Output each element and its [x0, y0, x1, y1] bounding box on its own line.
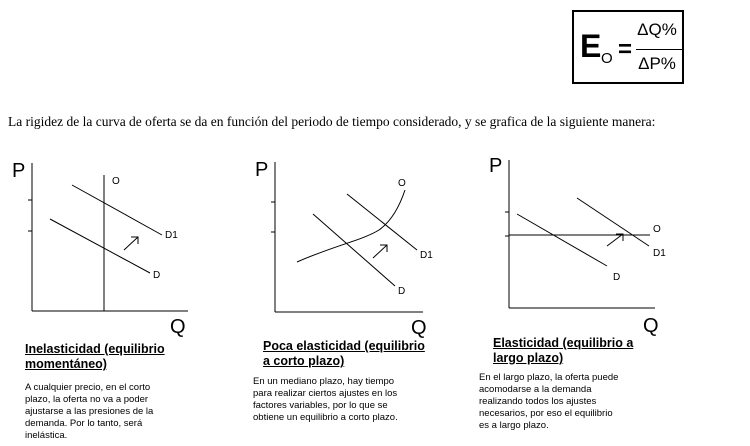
supply-label: O — [398, 178, 406, 189]
formula-lhs: E — [580, 28, 602, 64]
demand-curve-d1 — [347, 194, 417, 250]
demand-curve-d1 — [577, 198, 649, 246]
graph-inelastic-text: A cualquier precio, en el corto plazo, la oferta no va a poder ajustarse a las presiones de la demanda. Por lo tanto, será inelástica. — [25, 382, 154, 441]
formula-denominator: ΔP% — [638, 54, 676, 73]
x-axis-label: Q — [411, 317, 427, 339]
graph-inelastic-diagram — [10, 155, 220, 338]
demand-label: D — [398, 286, 406, 297]
y-axis-label: P — [255, 159, 269, 181]
shift-arrow — [607, 234, 623, 246]
formula-numerator: ΔQ% — [637, 20, 677, 39]
y-axis-label: P — [12, 160, 26, 182]
demand-curve-d — [313, 214, 395, 286]
demand-curve-d — [517, 214, 607, 266]
demand-curve-d1 — [72, 185, 162, 235]
y-axis-label: P — [489, 155, 503, 177]
graph-long-term-title: Elasticidad (equilibrio a largo plazo) — [493, 336, 634, 365]
demand-label: D — [153, 270, 161, 281]
demand-curve-d — [50, 219, 150, 273]
demand-new-label: D1 — [653, 248, 666, 259]
graph-inelastic — [10, 155, 220, 338]
formula-subscript: O — [601, 50, 613, 67]
graph-short-term-title: Poca elasticidad (equilibrio a corto plazo) — [263, 339, 425, 368]
demand-label: D — [613, 272, 621, 283]
supply-label: O — [112, 176, 120, 187]
shift-arrow — [373, 245, 387, 258]
graph-short-term-diagram — [253, 152, 453, 339]
elasticity-formula — [572, 10, 684, 84]
fraction-bar — [636, 49, 682, 50]
shift-arrow — [124, 237, 138, 250]
graph-long-term — [487, 150, 697, 336]
demand-new-label: D1 — [420, 250, 433, 261]
graph-short-term — [253, 152, 453, 339]
graph-long-term-diagram — [487, 150, 697, 336]
formula-equals: = — [618, 36, 633, 63]
supply-curve — [297, 190, 405, 262]
x-axis-label: Q — [643, 315, 659, 337]
graph-long-term-text: En el largo plazo, la oferta puede acomodarse a la demanda realizando todos los ajustes necesarios, por eso el equilibrio es a largo plazo. — [479, 372, 619, 431]
graph-short-term-text: En un mediano plazo, hay tiempo para realizar ciertos ajustes en los factores variables, por lo que se obtiene un equilibrio a corto plazo. — [253, 376, 398, 423]
intro-paragraph: La rigidez de la curva de oferta se da en función del periodo de tiempo considerado, y se grafica de la siguiente manera: — [8, 114, 656, 129]
supply-label: O — [653, 224, 661, 235]
demand-new-label: D1 — [165, 230, 178, 241]
graph-inelastic-title: Inelasticidad (equilibrio momentáneo) — [25, 342, 165, 371]
x-axis-label: Q — [170, 316, 186, 338]
